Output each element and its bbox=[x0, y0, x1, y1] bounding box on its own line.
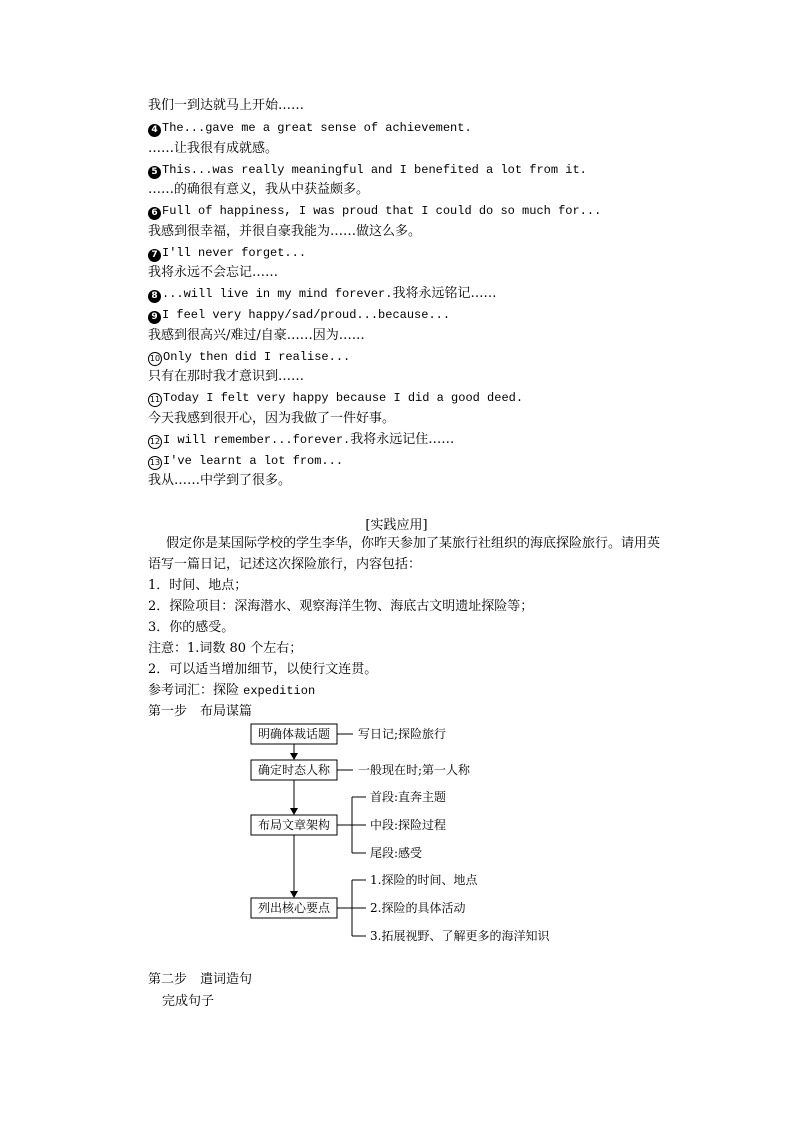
phrase-12-en: I will remember...forever. bbox=[163, 433, 351, 447]
phrase-5 bbox=[148, 162, 587, 179]
genre-desc: 写日记;探险旅行 bbox=[358, 727, 447, 741]
marker-6: 6 bbox=[148, 207, 161, 220]
phrase-6-en: Full of happiness, I was proud that I could do so much for... bbox=[162, 204, 602, 218]
phrase-5-en: This...was really meaningful and I benefited a lot from it. bbox=[162, 163, 587, 177]
phrase-12 bbox=[148, 432, 454, 449]
marker-8: 8 bbox=[148, 290, 161, 303]
section-heading: [实践应用] bbox=[365, 518, 428, 533]
tense-desc: 一般现在时;第一人称 bbox=[358, 763, 471, 777]
marker-9: 9 bbox=[148, 311, 161, 324]
phrase-9-zh: 我感到很高兴/难过/自豪……因为…… bbox=[148, 328, 365, 343]
marker-13: 13 bbox=[148, 456, 162, 470]
phrase-10-zh: 只有在那时我才意识到…… bbox=[148, 369, 305, 384]
phrase-4-en: The...gave me a great sense of achievement. bbox=[162, 121, 472, 135]
task-item-2: 2．探险项目：深海潜水、观察海洋生物、海底古文明遗址探险等； bbox=[148, 599, 534, 614]
structure-1: 首段:直奔主题 bbox=[370, 790, 447, 804]
phrase-10-en: Only then did I realise... bbox=[163, 350, 351, 364]
phrase-6 bbox=[148, 203, 601, 220]
phrase-8-zh: 我将永远铭记…… bbox=[392, 286, 497, 301]
step-2: 第二步 遣词造句 bbox=[148, 972, 253, 987]
task-item-3: 3．你的感受。 bbox=[148, 620, 235, 635]
phrase-13-zh: 我从……中学到了很多。 bbox=[148, 473, 292, 488]
note-2: 2．可以适当增加细节，以使行文连贯。 bbox=[148, 662, 378, 677]
outline-diagram bbox=[0, 720, 793, 950]
phrase-zh-cont: 我们一到达就马上开始…… bbox=[148, 98, 305, 113]
marker-5: 5 bbox=[148, 166, 161, 179]
marker-4: 4 bbox=[148, 124, 161, 137]
phrase-11 bbox=[148, 390, 523, 407]
box-structure-label: 布局文章架构 bbox=[257, 818, 331, 832]
box-genre-label: 明确体裁话题 bbox=[257, 727, 331, 741]
phrase-4 bbox=[148, 120, 472, 137]
phrase-7-en: I'll never forget... bbox=[162, 246, 307, 260]
phrase-13 bbox=[148, 453, 343, 470]
note-1: 注意：1.词数 80 个左右； bbox=[148, 641, 303, 656]
phrase-11-zh: 今天我感到很开心，因为我做了一件好事。 bbox=[148, 411, 396, 426]
phrase-7-zh: 我将永远不会忘记…… bbox=[148, 265, 279, 280]
vocab-word: expedition bbox=[243, 684, 316, 698]
phrase-12-zh: 我将永远记住…… bbox=[350, 432, 455, 447]
marker-7: 7 bbox=[148, 249, 161, 262]
structure-3: 尾段:感受 bbox=[370, 846, 423, 860]
phrase-8-en: ...will live in my mind forever. bbox=[162, 287, 393, 301]
box-tense-label: 确定时态人称 bbox=[257, 763, 331, 777]
phrase-6-zh: 我感到很幸福，并很自豪我能为……做这么多。 bbox=[148, 224, 422, 239]
phrase-7 bbox=[148, 245, 306, 262]
point-3: 3.拓展视野、了解更多的海洋知识 bbox=[370, 929, 550, 943]
phrase-4-zh: ……让我很有成就感。 bbox=[148, 141, 279, 156]
prompt-line-2: 语写一篇日记，记述这次探险旅行，内容包括： bbox=[148, 557, 422, 572]
phrase-13-en: I've learnt a lot from... bbox=[163, 454, 344, 468]
phrase-9 bbox=[148, 307, 450, 324]
sub-heading: 完成句子 bbox=[162, 994, 215, 1009]
structure-2: 中段:探险过程 bbox=[370, 818, 447, 832]
prompt-line-1: 假定你是某国际学校的学生李华，你昨天参加了某旅行社组织的海底探险旅行。请用英 bbox=[166, 536, 661, 551]
point-2: 2.探险的具体活动 bbox=[370, 901, 466, 915]
vocab-label: 参考词汇：探险 bbox=[148, 683, 244, 698]
vocab bbox=[148, 682, 315, 700]
marker-11: 11 bbox=[148, 393, 162, 407]
marker-10: 10 bbox=[148, 352, 162, 366]
box-points-label: 列出核心要点 bbox=[257, 901, 331, 915]
point-1: 1.探险的时间、地点 bbox=[370, 873, 478, 887]
phrase-10 bbox=[148, 349, 350, 366]
phrase-9-en: I feel very happy/sad/proud...because... bbox=[162, 308, 451, 322]
phrase-11-en: Today I felt very happy because I did a good deed. bbox=[163, 391, 524, 405]
phrase-5-zh: ……的确很有意义，我从中获益颇多。 bbox=[148, 182, 370, 197]
task-item-1: 1．时间、地点； bbox=[148, 578, 248, 593]
phrase-8 bbox=[148, 286, 496, 303]
step-1: 第一步 布局谋篇 bbox=[148, 704, 253, 719]
marker-12: 12 bbox=[148, 435, 162, 449]
